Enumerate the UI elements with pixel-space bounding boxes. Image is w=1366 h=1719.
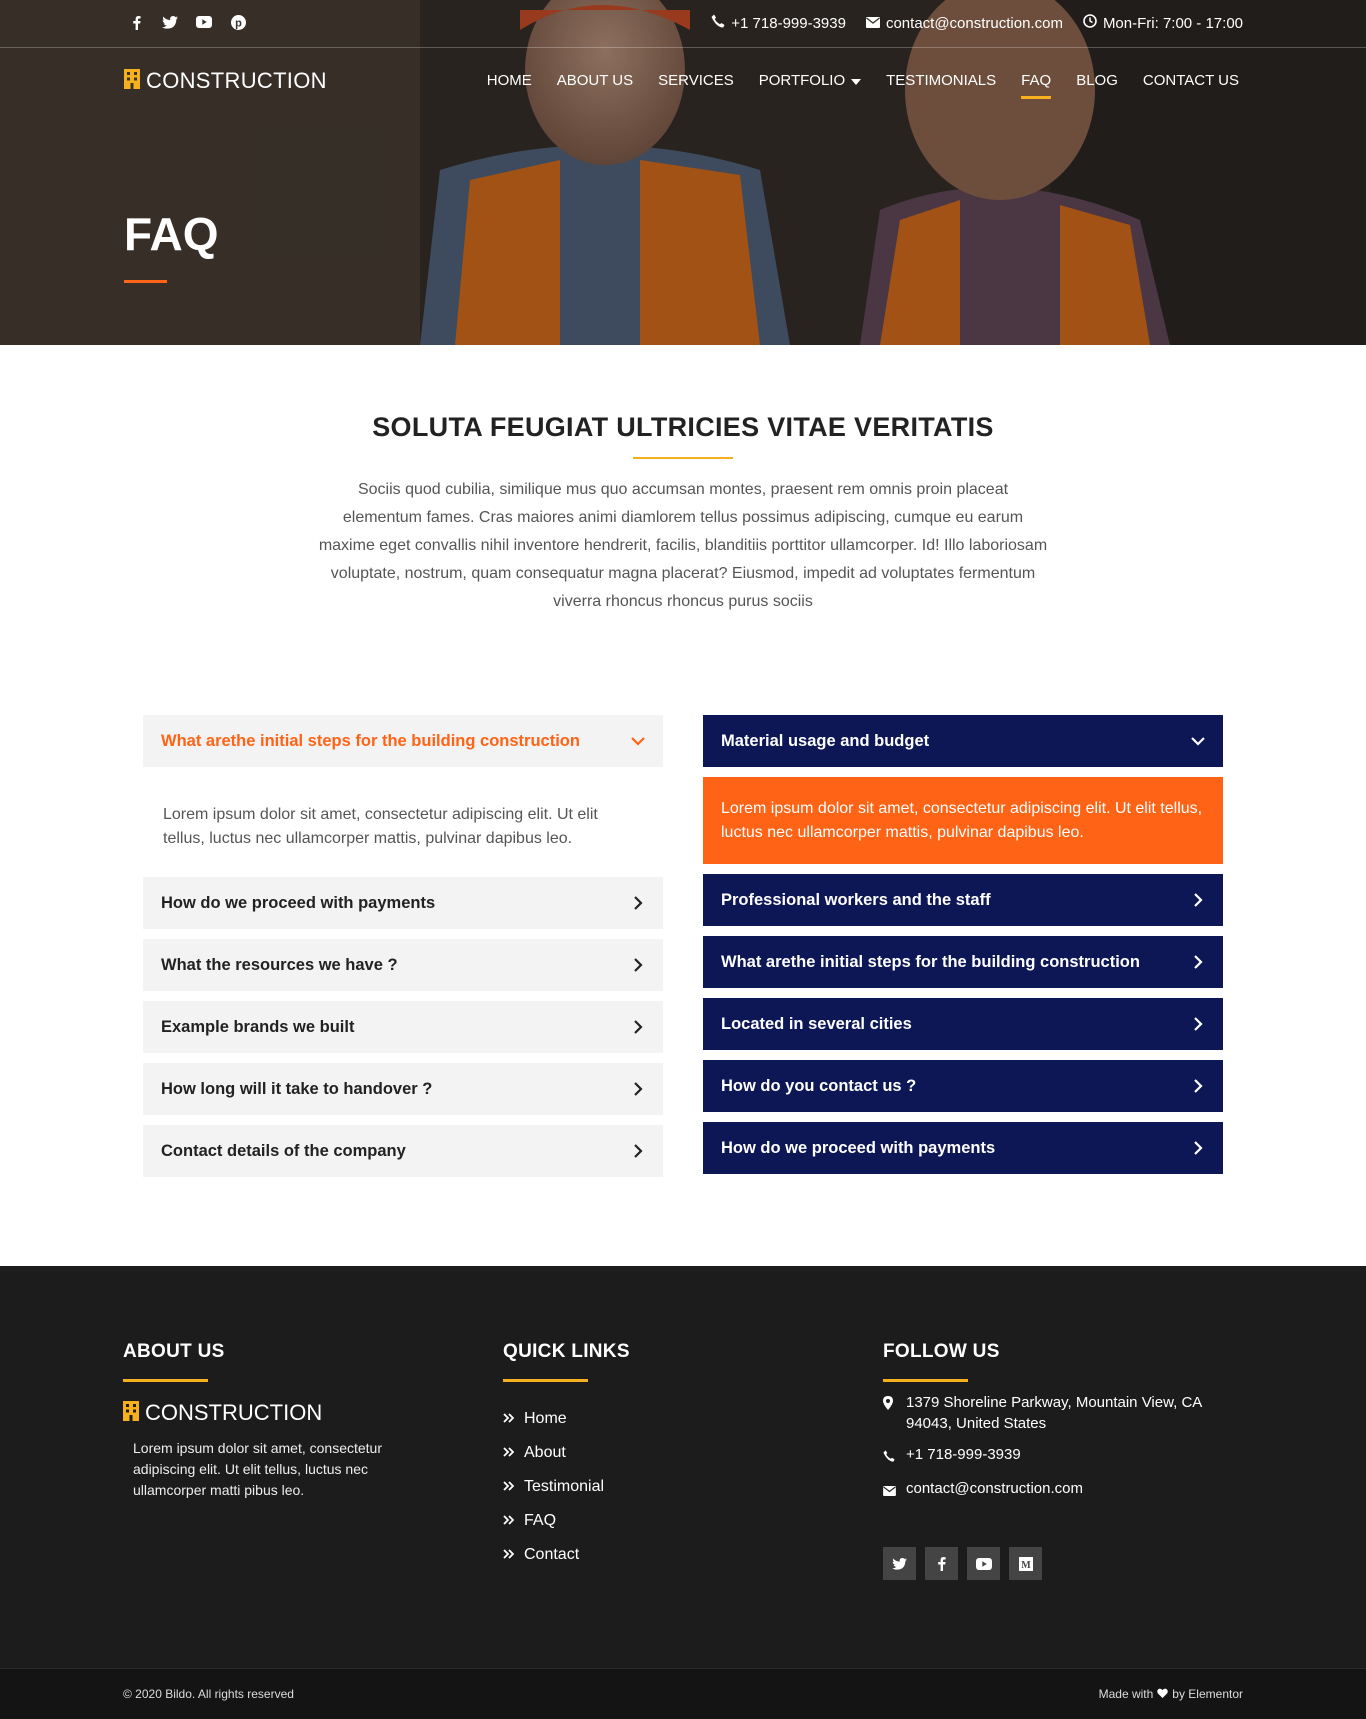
faq-right-item[interactable] [703, 1122, 1223, 1174]
faq-left-open-answer: Lorem ipsum dolor sit amet, consectetur adipiscing elit. Ut elit tellus, luctus nec ullamcorper mattis, pulvinar dapibus leo. [163, 806, 598, 847]
footer-follow [883, 1341, 1206, 1580]
faq-question: How do we proceed with payments [161, 893, 436, 912]
heart-icon [1157, 1687, 1168, 1701]
footer-email-row [883, 1478, 1206, 1502]
phone-icon [711, 14, 725, 32]
footer-about-text: Lorem ipsum dolor sit amet, consectetur adipiscing elit. Ut elit tellus, luctus nec ullamcorper matti pibus leo. [133, 1440, 382, 1498]
section-intro-text: Sociis quod cubilia, similique mus quo accumsan montes, praesent rem omnis proin placeat elementum fames. Cras maiores animi diamlorem tellus possimus adipiscing, cumque eu earum maxime eget convallis nihil inventore hendrerit, facilis, blanditiis porttitor ullamcorper. Id! Illo laboriosam voluptate, nostrum, quam consequatur magna placerat? Eiusmod, impedit ad voluptates fermentum viverra rhoncus rhoncus purus sociis [318, 481, 1048, 610]
made-with-suffix[interactable]: by Elementor [1172, 1687, 1243, 1701]
footer-quick-links [503, 1341, 630, 1572]
section-title: SOLUTA FEUGIAT ULTRICIES VITAE VERITATIS [372, 412, 994, 442]
logo-text: CONSTRUCTION [146, 68, 327, 93]
footer-follow-heading: FOLLOW US [883, 1341, 1000, 1362]
footer-heading-underline [503, 1379, 588, 1382]
double-chevron-icon [503, 1410, 514, 1428]
double-chevron-icon [503, 1512, 514, 1530]
svg-text:p: p [234, 17, 242, 29]
faq-question: Professional workers and the staff [721, 890, 991, 909]
double-chevron-icon [503, 1478, 514, 1496]
footer-address-row [883, 1392, 1206, 1434]
chevron-right-icon [631, 1144, 645, 1158]
clock-icon [1083, 14, 1097, 32]
footer-phone[interactable]: +1 718-999-3939 [906, 1446, 1021, 1463]
building-icon [123, 1401, 139, 1426]
faq-right-item[interactable] [703, 874, 1223, 926]
faq-question: What the resources we have ? [161, 955, 398, 974]
svg-text:M: M [1020, 1559, 1031, 1571]
faq-question: Contact details of the company [161, 1141, 406, 1160]
bottom-bar [0, 1668, 1366, 1719]
nav-faq[interactable]: FAQ [1021, 72, 1052, 89]
made-with-prefix: Made with [1098, 1687, 1154, 1701]
double-chevron-icon [503, 1444, 514, 1462]
twitter-icon[interactable] [883, 1547, 916, 1580]
faq-question: Material usage and budget [721, 731, 930, 750]
footer-email[interactable]: contact@construction.com [906, 1480, 1083, 1497]
faq-question: What arethe initial steps for the building construction [161, 731, 580, 750]
nav-testimonials[interactable]: TESTIMONIALS [886, 72, 997, 89]
footer-link-about[interactable] [503, 1436, 630, 1470]
site-footer [0, 1266, 1366, 1668]
faq-right-item[interactable] [703, 998, 1223, 1050]
footer-heading-underline [883, 1379, 968, 1382]
chevron-right-icon [1191, 1017, 1205, 1031]
chevron-right-icon [631, 958, 645, 972]
faq-left-item[interactable] [143, 1001, 663, 1053]
chevron-right-icon [1191, 955, 1205, 969]
phone-icon [883, 1444, 896, 1468]
chevron-right-icon [1191, 1079, 1205, 1093]
nav-contact-us[interactable]: CONTACT US [1142, 72, 1239, 89]
faq-question: How long will it take to handover ? [161, 1079, 433, 1098]
top-contact-info [711, 14, 1243, 32]
double-chevron-icon [503, 1546, 514, 1564]
chevron-right-icon [631, 1082, 645, 1096]
footer-phone-row [883, 1444, 1206, 1468]
hero-banner [0, 0, 1366, 345]
main-navbar [0, 48, 1366, 116]
nav-portfolio-label: PORTFOLIO [758, 72, 846, 89]
faq-left-open-header[interactable] [143, 715, 663, 767]
nav-home[interactable]: HOME [486, 72, 532, 89]
faq-left-item[interactable] [143, 877, 663, 929]
nav-services[interactable]: SERVICES [658, 72, 734, 89]
footer-link-contact[interactable] [503, 1538, 630, 1572]
footer-link-home[interactable] [503, 1402, 630, 1436]
faq-left-item[interactable] [143, 939, 663, 991]
footer-link-label: Contact [524, 1546, 580, 1563]
footer-logo[interactable] [123, 1400, 403, 1426]
nav-about-us[interactable]: ABOUT US [556, 72, 634, 89]
envelope-icon [866, 15, 880, 32]
faq-accordion-left [143, 715, 663, 1187]
envelope-icon [883, 1478, 896, 1502]
building-icon [124, 69, 140, 94]
faq-question: What arethe initial steps for the building construction [721, 952, 1140, 971]
main-nav [487, 72, 1239, 89]
footer-heading-underline [123, 1379, 208, 1382]
chevron-down-icon [1191, 734, 1205, 748]
pinterest-icon[interactable] [230, 14, 246, 30]
made-with-credit [1099, 1687, 1243, 1701]
chevron-down-icon [631, 734, 645, 748]
facebook-icon[interactable] [128, 14, 144, 30]
faq-right-item[interactable] [703, 1060, 1223, 1112]
footer-link-label: Testimonial [524, 1478, 605, 1495]
faq-right-open-answer: Lorem ipsum dolor sit amet, consectetur adipiscing elit. Ut elit tellus, luctus nec ullamcorper mattis, pulvinar dapibus leo. [703, 777, 1223, 864]
footer-link-label: FAQ [524, 1512, 557, 1529]
site-logo[interactable] [124, 68, 327, 94]
top-email[interactable]: contact@construction.com [885, 14, 1063, 32]
faq-question: Example brands we built [161, 1017, 355, 1036]
faq-left-item[interactable] [143, 1063, 663, 1115]
footer-link-label: About [524, 1444, 566, 1461]
faq-left-item[interactable] [143, 1125, 663, 1177]
chevron-right-icon [1191, 1141, 1205, 1155]
top-phone[interactable]: +1 718-999-3939 [731, 14, 846, 32]
faq-question: How do we proceed with payments [721, 1138, 996, 1157]
footer-link-testimonial[interactable] [503, 1470, 630, 1504]
faq-right-item[interactable] [703, 936, 1223, 988]
footer-link-faq[interactable] [503, 1504, 630, 1538]
section-title-underline [633, 457, 733, 459]
footer-about-heading: ABOUT US [123, 1341, 225, 1362]
chevron-right-icon [631, 896, 645, 910]
faq-question: Located in several cities [721, 1014, 912, 1033]
footer-about [123, 1341, 403, 1501]
footer-address: 1379 Shoreline Parkway, Mountain View, CA 94043, United States [906, 1394, 1202, 1432]
nav-blog[interactable]: BLOG [1076, 72, 1118, 89]
faq-accordion-right [703, 715, 1223, 1184]
map-pin-icon [883, 1392, 896, 1434]
footer-logo-text: CONSTRUCTION [145, 1400, 323, 1425]
youtube-icon[interactable] [196, 14, 212, 30]
top-social-links [128, 14, 246, 30]
top-hours: Mon-Fri: 7:00 - 17:00 [1102, 14, 1243, 32]
title-underline [124, 280, 167, 283]
faq-right-open-header[interactable] [703, 715, 1223, 767]
faq-question: How do you contact us ? [721, 1076, 917, 1095]
chevron-right-icon [631, 1020, 645, 1034]
nav-portfolio[interactable] [759, 72, 861, 89]
copyright-text: © 2020 Bildo. All rights reserved [123, 1687, 294, 1701]
footer-links-heading: QUICK LINKS [503, 1341, 630, 1362]
footer-link-label: Home [524, 1410, 567, 1427]
twitter-icon[interactable] [162, 14, 178, 30]
chevron-right-icon [1191, 893, 1205, 907]
page-title: FAQ [124, 208, 219, 260]
top-bar [0, 0, 1366, 48]
footer-social-links [883, 1547, 1206, 1580]
youtube-icon[interactable] [967, 1547, 1000, 1580]
medium-icon[interactable] [1009, 1547, 1042, 1580]
caret-down-icon [851, 72, 861, 89]
facebook-icon[interactable] [925, 1547, 958, 1580]
